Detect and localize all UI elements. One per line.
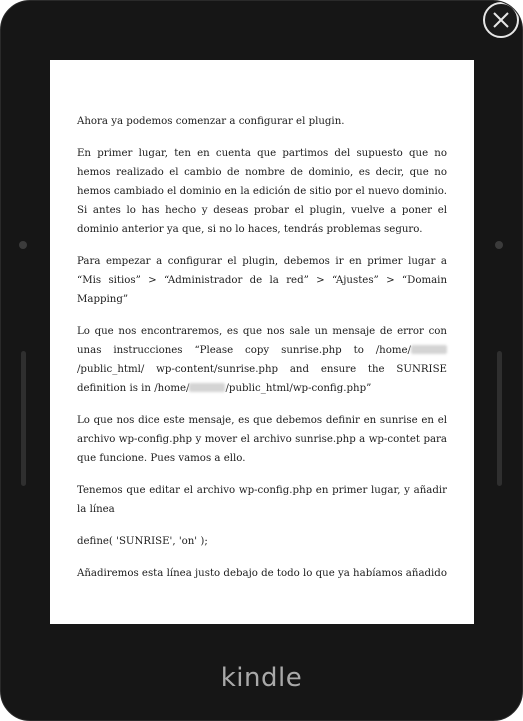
paragraph: Lo que nos dice este mensaje, es que debemos definir en sunrise en el archivo wp-config.php y mover el archivo sunrise.php a wp-contet para que funcione. Pues vamos a ello. bbox=[77, 415, 447, 464]
next-page-button[interactable] bbox=[497, 351, 502, 486]
paragraph-part: Lo que nos encontraremos, es que nos sale un mensaje de error con unas instrucciones “Please copy sunrise.php to /home/ bbox=[77, 326, 447, 356]
paragraph-part: /public_html/wp-config.php” bbox=[225, 383, 372, 394]
paragraph: Tenemos que editar el archivo wp-config.php en primer lugar, y añadir la línea bbox=[77, 485, 447, 515]
redacted-username bbox=[189, 383, 225, 392]
paragraph: Añadiremos esta línea justo debajo de todo lo que ya habíamos añadido bbox=[77, 568, 447, 579]
code-line: define( 'SUNRISE', 'on' ); bbox=[77, 536, 208, 547]
right-indicator-dot bbox=[495, 241, 503, 249]
paragraph: En primer lugar, ten en cuenta que partimos del supuesto que no hemos realizado el cambio de nombre de dominio, es decir, que no hemos cambiado el dominio en la edición de sitio por el nuevo dominio. Si antes lo has hecho y deseas probar el plugin, vuelve a poner el dominio anterior ya que, si no lo haces, tendrás problemas seguro. bbox=[77, 148, 447, 235]
close-icon bbox=[492, 11, 510, 29]
close-button[interactable] bbox=[483, 2, 519, 38]
paragraph: Para empezar a configurar el plugin, debemos ir en primer lugar a “Mis sitios” > “Administrador de la red” > “Ajustes” > “Domain Mapping” bbox=[77, 256, 447, 305]
page-content bbox=[77, 112, 447, 596]
previous-page-button[interactable] bbox=[21, 351, 26, 486]
paragraph-with-redaction bbox=[77, 322, 447, 398]
paragraph: Ahora ya podemos comenzar a configurar el plugin. bbox=[77, 116, 345, 127]
reader-screen bbox=[50, 60, 474, 624]
redacted-username bbox=[411, 345, 447, 354]
paragraph-part: /public_html/ wp-content/sunrise.php and ensure the SUNRISE definition is in /home/ bbox=[77, 364, 447, 394]
kindle-logo: kindle bbox=[220, 663, 303, 693]
left-indicator-dot bbox=[19, 241, 27, 249]
